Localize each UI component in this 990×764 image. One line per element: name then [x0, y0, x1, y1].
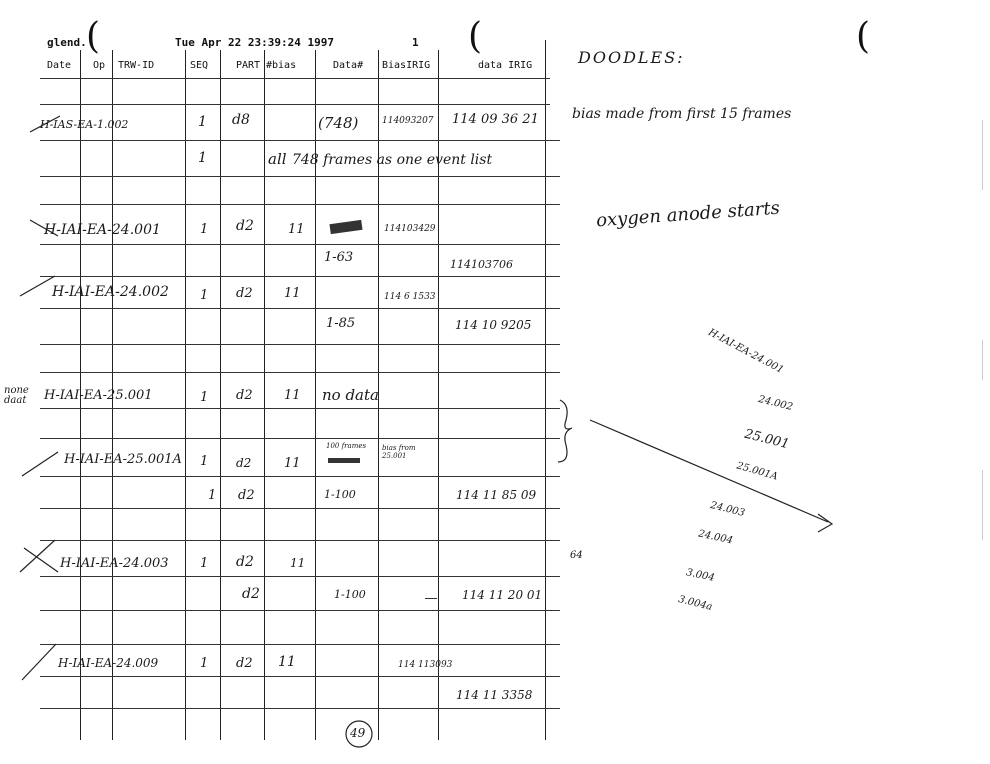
- page-mark: 49: [350, 726, 366, 740]
- bracket-mark: [558, 400, 572, 462]
- bias-cell: 11: [290, 556, 306, 570]
- trw-id-cell: H-IAI-EA-24.009: [58, 656, 159, 670]
- bias-note: bias made from first 15 frames: [572, 106, 792, 122]
- bias-irig-cell: 114 113093: [398, 660, 453, 670]
- bias-cell: all: [268, 150, 287, 168]
- col-header-date: Date: [47, 60, 72, 71]
- bias-irig-cell: 114 6 1533: [384, 292, 436, 302]
- diagram-label: 3.004a: [677, 593, 714, 614]
- diagram-label: H-IAI-EA-24.001: [706, 327, 786, 376]
- strike-mark: [22, 644, 56, 680]
- user-label: glend.: [47, 36, 87, 49]
- strike-mark: [30, 116, 60, 132]
- bias-cell: 11: [284, 456, 301, 471]
- trw-id-cell: H-IAI-EA-25.001A: [64, 452, 182, 467]
- part-cell: d2: [236, 286, 253, 301]
- part-cell: d2: [236, 656, 253, 671]
- data-cell: (748): [318, 114, 359, 132]
- part-cell: d2: [236, 554, 254, 570]
- data-cell: 748 frames as one event list: [292, 152, 493, 168]
- col-header-data: Data#: [333, 60, 364, 71]
- seq-cell: 1: [208, 488, 217, 503]
- oxygen-note: oxygen anode starts: [595, 197, 781, 232]
- seq-cell: 1: [200, 454, 209, 469]
- data-cell: 1-63: [324, 250, 354, 265]
- data-irig-cell: 114103706: [450, 258, 513, 271]
- data-irig-cell: 114 11 3358: [456, 688, 533, 702]
- data-cell: 100 frames: [326, 442, 367, 450]
- data-cell: 1-85: [326, 316, 356, 331]
- strike-mark: [20, 540, 55, 572]
- trw-id-cell: H-IAI-EA-24.003: [60, 556, 169, 571]
- strike-mark: [30, 220, 58, 236]
- strike-mark: [20, 276, 55, 296]
- bias-cell: 11: [278, 654, 296, 670]
- timestamp: Tue Apr 22 23:39:24 1997: [175, 36, 334, 49]
- data-irig-cell: 114 10 9205: [455, 318, 532, 332]
- col-header-bias-irig: BiasIRIG: [382, 60, 431, 71]
- col-header-seq: SEQ: [190, 60, 209, 71]
- doodles-title: DOODLES:: [578, 48, 685, 67]
- data-irig-cell: 114 09 36 21: [452, 112, 539, 127]
- diagram-label: 24.004: [697, 528, 734, 547]
- bias-cell: 11: [284, 286, 301, 301]
- trw-id-cell: H-IAI-EA-25.001: [44, 388, 153, 403]
- bias-irig-cell: 114103429: [384, 224, 436, 234]
- seq-cell: 1: [198, 114, 207, 130]
- trw-id-cell: H-IAI-EA-24.001: [44, 222, 161, 238]
- seq-cell: 1: [200, 288, 209, 303]
- seq-cell: 1: [200, 556, 209, 571]
- page-number: 1: [412, 36, 419, 49]
- scan-paren-mark: (: [86, 16, 101, 57]
- diagram-label: 25.001A: [735, 460, 779, 483]
- diagram-label: 3.004: [685, 567, 716, 584]
- diagram-label: 64: [570, 550, 583, 561]
- strike-mark: [22, 452, 58, 476]
- strike-mark: [24, 548, 58, 572]
- part-cell: d2: [238, 488, 255, 503]
- part-cell: d8: [232, 112, 250, 128]
- col-header-op: Op: [93, 60, 106, 71]
- part-cell: d2: [236, 388, 253, 403]
- seq-cell: 1: [200, 656, 209, 671]
- diagram-label: 24.003: [709, 499, 746, 520]
- bias-cell: 11: [284, 388, 301, 403]
- data-cell: no data: [322, 386, 379, 404]
- part-cell: d2: [236, 218, 254, 234]
- trw-id-cell: H-IAI-EA-24.002: [52, 284, 169, 300]
- data-cell: 1-100: [334, 588, 366, 601]
- seq-cell: 1: [198, 150, 207, 166]
- data-cell: 1-100: [324, 488, 356, 501]
- col-header-data-irig: data IRIG: [478, 60, 533, 71]
- bias-irig-cell: 114093207: [382, 116, 434, 126]
- seq-cell: 1: [200, 222, 209, 237]
- diagram-label: 25.001: [742, 426, 791, 453]
- bias-cell: 11: [288, 222, 305, 237]
- data-irig-cell: 114 11 20 01: [462, 588, 543, 602]
- col-header-bias: #bias: [266, 60, 297, 71]
- margin-note: none daat: [4, 385, 29, 406]
- diagram-arrowhead: [818, 514, 832, 532]
- data-irig-cell: 114 11 85 09: [456, 488, 537, 502]
- bias-irig-cell: bias from 25.001: [382, 444, 416, 460]
- scan-paren-mark: (: [856, 16, 871, 57]
- col-header-trw-id: TRW-ID: [118, 60, 155, 71]
- diagram-label: 24.002: [757, 393, 794, 414]
- col-header-part: PART: [236, 60, 261, 71]
- seq-cell: 1: [200, 390, 209, 405]
- part-cell: d2: [242, 586, 260, 602]
- scan-paren-mark: (: [468, 16, 483, 57]
- trw-id-cell: H-IAS-EA-1.002: [40, 118, 129, 131]
- part-cell: d2: [236, 456, 252, 470]
